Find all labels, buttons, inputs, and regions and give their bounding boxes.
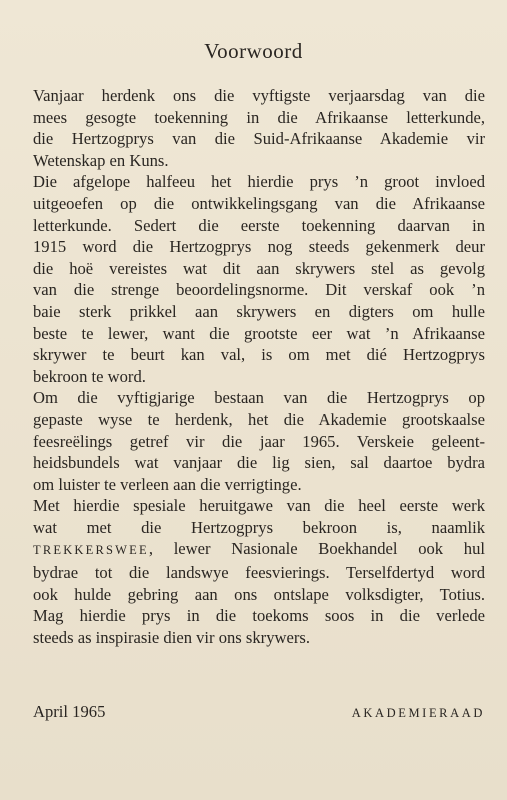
text-line: steeds as inspirasie dien vir ons skrywers. <box>33 627 310 647</box>
paragraph <box>33 495 485 648</box>
text-line: Wetenskap en Kuns. <box>33 150 169 170</box>
text-line: letterkunde. Sedert die eerste toekenning daarvan in <box>33 215 485 235</box>
text-line: Vanjaar herdenk ons die vyftigste verjaarsdag van die <box>33 86 485 105</box>
text-line: die hoë vereistes wat dit aan skrywers stel as gevolg <box>33 258 485 278</box>
foreword-body <box>33 85 485 648</box>
paragraph <box>33 85 485 171</box>
page-title: Voorwoord <box>204 39 303 63</box>
text-line: van die strenge beoordelingsnorme. Dit verskaf ook ’n <box>33 280 485 300</box>
text-line: Die afgelope halfeeu het hierdie prys ’n groot invloed <box>33 172 485 192</box>
text-line: heidsbundels wat vanjaar die lig sien, sal daartoe bydra <box>33 453 485 473</box>
text-line: die Hertzogprys van die Suid-Afrikaanse Akademie vir <box>33 129 485 149</box>
text-line: 1915 word die Hertzogprys nog steeds gekenmerk deur <box>33 237 485 257</box>
text-line: uitgeoefen op die ontwikkelingsgang van die Afrikaanse <box>33 193 485 213</box>
text-line: skrywer te beurt kan val, is om met dié Hertzogprys <box>33 345 485 365</box>
text-line: ook hulde gebring aan ons ontslape volksdigter, Totius. <box>33 584 485 604</box>
text-line-rest: , lewer Nasionale Boekhandel ook hul <box>148 539 485 559</box>
text-line: om luister te verleen aan die verrigtinge. <box>33 474 302 494</box>
text-line: Mag hierdie prys in die toekoms soos in die verlede <box>33 606 485 626</box>
text-line: feesreëlings getref vir die jaar 1965. Verskeie geleent- <box>33 431 485 451</box>
text-line: bekroon te word. <box>33 366 146 386</box>
text-line: Met hierdie spesiale heruitgawe van die heel eerste werk <box>33 496 485 516</box>
text-line: bydrae tot die landswye feesvierings. Terselfdertyd word <box>33 563 485 583</box>
text-line: beste te lewer, want die grootste eer wat ’n Afrikaanse <box>33 323 485 343</box>
paragraph <box>33 387 485 495</box>
text-line: mees gesogte toekenning in die Afrikaanse letterkunde, <box>33 107 485 127</box>
text-line: Om die vyftigjarige bestaan van die Hertzogprys op <box>33 388 485 408</box>
text-line: baie sterk prikkel aan skrywers en digters om hulle <box>33 301 485 321</box>
text-line: wat met die Hertzogprys bekroon is, naamlik <box>33 517 485 537</box>
book-title: TREKKERSWEE <box>33 543 149 558</box>
text-line <box>33 538 485 562</box>
signature: AKADEMIERAAD <box>351 706 485 720</box>
paragraph <box>33 171 485 387</box>
text-line: gepaste wyse te herdenk, het die Akademie grootskaalse <box>33 409 485 429</box>
date-line: April 1965 <box>33 702 106 721</box>
